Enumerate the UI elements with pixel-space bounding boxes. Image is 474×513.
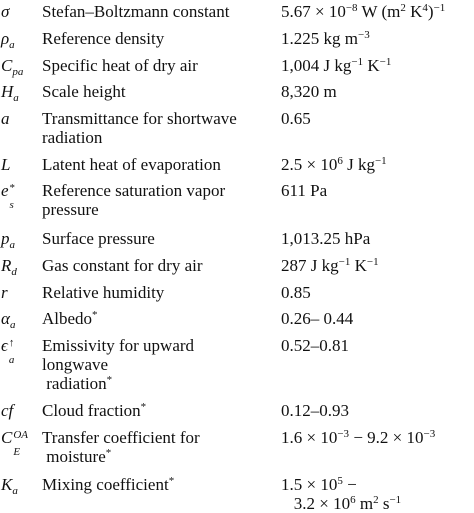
description: Specific heat of dry air <box>42 56 198 75</box>
description: Gas constant for dry air <box>42 256 203 275</box>
symbol: $C_{pa}$ <box>1 56 24 78</box>
value: 0.26– 0.44 <box>281 309 354 328</box>
description: Reference density <box>42 29 165 48</box>
value: 1,004 J $kg^{-1}$ $K^{-1}$ <box>281 55 392 75</box>
description: Transfer coefficient for moisture* <box>42 428 200 466</box>
value: $1.5 \times 10^5$ − $3.2 \times 10^6$ $m^2$ $s^{-1}$ <box>281 474 402 513</box>
description: Albedo* <box>42 308 98 328</box>
symbol: $K_a$ <box>1 475 18 497</box>
description: Mixing coefficient* <box>42 474 175 494</box>
description: Stefan–Boltzmann constant <box>42 2 230 21</box>
value: $5.67 \times 10^{-8}$ W ($m^2$ $K^4)^{-1}$ <box>281 1 446 21</box>
value: $1.6 \times 10^{-3} - 9.2 \times 10^{-3}$ <box>281 427 436 447</box>
symbol: $R_d$ <box>1 256 17 278</box>
description: Latent heat of evaporation <box>42 155 221 174</box>
description: Surface pressure <box>42 229 155 248</box>
symbol: $\rho_a$ <box>1 29 15 51</box>
symbol: ϵ ↑ a <box>1 336 15 366</box>
symbol: r <box>1 283 8 302</box>
symbol: $\alpha_a$ <box>1 309 16 331</box>
description: Transmittance for shortwave radiation <box>42 109 237 147</box>
symbol: C OA E <box>1 428 29 458</box>
value: 0.12–0.93 <box>281 401 349 420</box>
symbol: a <box>1 109 10 128</box>
symbol: $p_a$ <box>1 229 15 251</box>
symbol: σ <box>1 2 10 21</box>
value: 1.225 kg $m^{-3}$ <box>281 28 370 48</box>
value: $2.5 \times 10^6$ J $kg^{-1}$ <box>281 154 387 174</box>
symbol: cf <box>1 401 14 420</box>
symbol: $H_a$ <box>1 82 19 104</box>
value: 1,013.25 hPa <box>281 229 371 248</box>
value: 0.85 <box>281 283 311 302</box>
description: Relative humidity <box>42 283 165 302</box>
description: Emissivity for upward longwave radiation* <box>42 336 195 393</box>
symbol: e * s <box>1 181 16 211</box>
value: 287 J $kg^{-1}$ $K^{-1}$ <box>281 255 379 275</box>
value: 8,320 m <box>281 82 337 101</box>
value: 0.65 <box>281 109 311 128</box>
value: 0.52–0.81 <box>281 336 349 355</box>
description: Reference saturation vapor pressure <box>42 181 226 219</box>
description: Scale height <box>42 82 126 101</box>
description: Cloud fraction* <box>42 400 147 420</box>
symbol: L <box>1 155 11 174</box>
value: 611 Pa <box>281 181 328 200</box>
